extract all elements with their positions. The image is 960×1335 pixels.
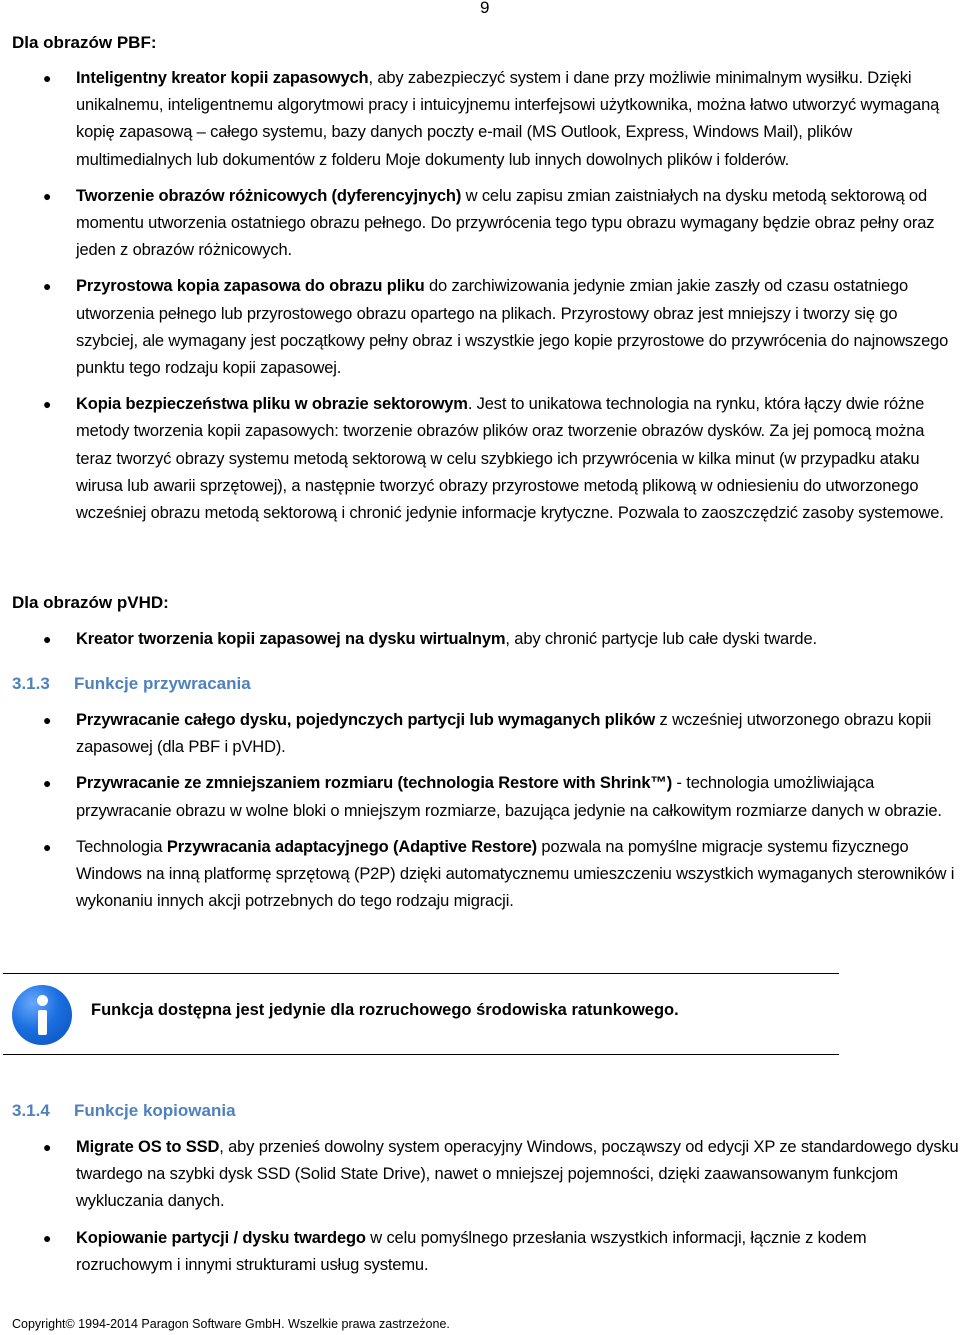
list-item	[0, 770, 960, 824]
item-text: w celu zapisu zmian zaistniałych na dysku metodą sektorową od momentu utworzenia ostatniego obrazu pełnego. Do przywrócenia tego typu obrazu wymagany będzie obraz pełny oraz jeden z obrazów różnicowych.	[76, 186, 935, 260]
list-item	[0, 1225, 960, 1279]
item-bold: Tworzenie obrazów różnicowych (dyferencyjnych)	[76, 186, 462, 205]
item-bold: Kopiowanie partycji / dysku twardego	[76, 1228, 366, 1247]
bullet-icon: ●	[43, 631, 52, 647]
item-prefix: Technologia	[76, 837, 167, 856]
bullet-icon: ●	[43, 712, 52, 728]
info-icon	[12, 985, 72, 1045]
list-item	[0, 1134, 960, 1216]
note-bottom-divider	[3, 1054, 839, 1055]
item-bold: Kreator tworzenia kopii zapasowej na dysku wirtualnym	[76, 630, 506, 648]
list-item	[0, 626, 960, 653]
list-item	[0, 65, 960, 174]
bullet-icon: ●	[43, 70, 52, 86]
copy-feature-list	[0, 1134, 960, 1279]
note-text: Funkcja dostępna jest jedynie dla rozruchowego środowiska ratunkowego.	[91, 1001, 679, 1019]
bullet-icon: ●	[43, 1229, 52, 1246]
pbf-heading: Dla obrazów PBF:	[12, 33, 157, 52]
bullet-icon: ●	[43, 396, 52, 413]
item-text: - technologia umożliwiająca przywracanie obrazu w wolne bloki o mniejszym rozmiarze, bazująca jedynie na całkowitym rozmiarze danych w obrazie.	[76, 774, 942, 820]
item-bold: Migrate OS to SSD	[76, 1138, 220, 1156]
item-text: w celu pomyślnego przesłania wszystkich informacji, łącznie z kodem rozruchowym i innymi strukturami usług systemu.	[76, 1228, 867, 1274]
restore-feature-list	[0, 707, 960, 915]
bullet-icon: ●	[43, 838, 52, 855]
list-item	[0, 707, 960, 761]
page-number: 9	[480, 0, 490, 17]
pbf-feature-list	[0, 65, 960, 527]
list-item	[0, 183, 960, 265]
list-item	[0, 391, 960, 527]
list-item	[0, 273, 960, 382]
section-title: Funkcje przywracania	[74, 674, 251, 693]
pvhd-heading: Dla obrazów pVHD:	[12, 593, 169, 612]
item-bold: Przywracanie całego dysku, pojedynczych partycji lub wymaganych plików	[76, 711, 656, 729]
section-title: Funkcje kopiowania	[74, 1101, 236, 1120]
item-text: , aby przenieś dowolny system operacyjny Windows, począwszy od edycji XP ze standardowego dysku twardego na szybki dysk SSD (Solid State Drive), nawet o mniejszej pojemności, dzięki zaawansowanym funkcjom wykluczania danych.	[76, 1138, 959, 1211]
item-bold: Przywracania adaptacyjnego (Adaptive Restore)	[166, 837, 537, 856]
bullet-icon: ●	[43, 1139, 52, 1155]
bullet-icon: ●	[43, 278, 52, 295]
copy-section-heading	[12, 1101, 236, 1121]
item-text: . Jest to unikatowa technologia na rynku, która łączy dwie różne metody tworzenia kopii zapasowych: tworzenie obrazów plików oraz tworzenie obrazów dysków. Za jej pomocą można teraz tworzyć obrazy systemu metodą sektorową w celu szybkiego ich przywrócenia w kilka minut (w przypadku ataku wirusa lub awarii sprzętowej), a następnie tworzyć obrazy przyrostowe metodą plikową w odniesieniu do utworzonego wcześniej obrazu metodą sektorową i chronić jedynie informacje krytyczne. Pozwala to zaoszczędzić zasoby systemowe.	[76, 395, 944, 523]
footer-copyright: Copyright© 1994-2014 Paragon Software GmbH. Wszelkie prawa zastrzeżone.	[12, 1317, 450, 1331]
item-bold: Kopia bezpieczeństwa pliku w obrazie sektorowym	[76, 395, 468, 414]
bullet-icon: ●	[43, 775, 52, 792]
note-top-divider	[3, 973, 839, 974]
pvhd-feature-list	[0, 626, 960, 653]
item-bold: Przywracanie ze zmniejszaniem rozmiaru (technologia Restore with Shrink™)	[76, 774, 673, 793]
item-text: pozwala na pomyślne migracje systemu fizycznego Windows na inną platformę sprzętową (P2P) dzięki automatycznemu umieszczeniu wszystkich wymaganych sterowników i wykonaniu innych akcji potrzebnych do tego rodzaju migracji.	[76, 837, 955, 911]
item-text: , aby zabezpieczyć system i dane przy możliwie minimalnym wysiłku. Dzięki unikalnemu, inteligentnemu algorytmowi pracy i intuicyjnemu interfejsowi użytkownika, można łatwo utworzyć wymaganą kopię zapasową – całego systemu, bazy danych poczty e-mail (MS Outlook, Express, Windows Mail), plików multimedialnych lub dokumentów z folderu Moje dokumenty lub innych dowolnych plików i folderów.	[76, 69, 940, 169]
item-text: z wcześniej utworzonego obrazu kopii zapasowej (dla PBF i pVHD).	[76, 711, 932, 757]
section-number: 3.1.3	[12, 674, 50, 693]
item-bold: Przyrostowa kopia zapasowa do obrazu pliku	[76, 277, 425, 296]
item-text: do zarchiwizowania jedynie zmian jakie zaszły od czasu ostatniego utworzenia pełnego lub przyrostowego obrazu opartego na plikach. Przyrostowy obraz jest mniejszy i tworzy się go szybciej, ale wymagany jest początkowy pełny obraz i wszystkie jego kopie przyrostowe do przywrócenia do najnowszego punktu tego rodzaju kopii zapasowej.	[76, 277, 949, 378]
section-number: 3.1.4	[12, 1101, 50, 1120]
restore-section-heading	[12, 674, 251, 694]
list-item	[0, 834, 960, 916]
bullet-icon: ●	[43, 187, 52, 204]
item-text: , aby chronić partycje lub całe dyski twarde.	[505, 630, 817, 648]
item-bold: Inteligentny kreator kopii zapasowych	[76, 69, 369, 87]
